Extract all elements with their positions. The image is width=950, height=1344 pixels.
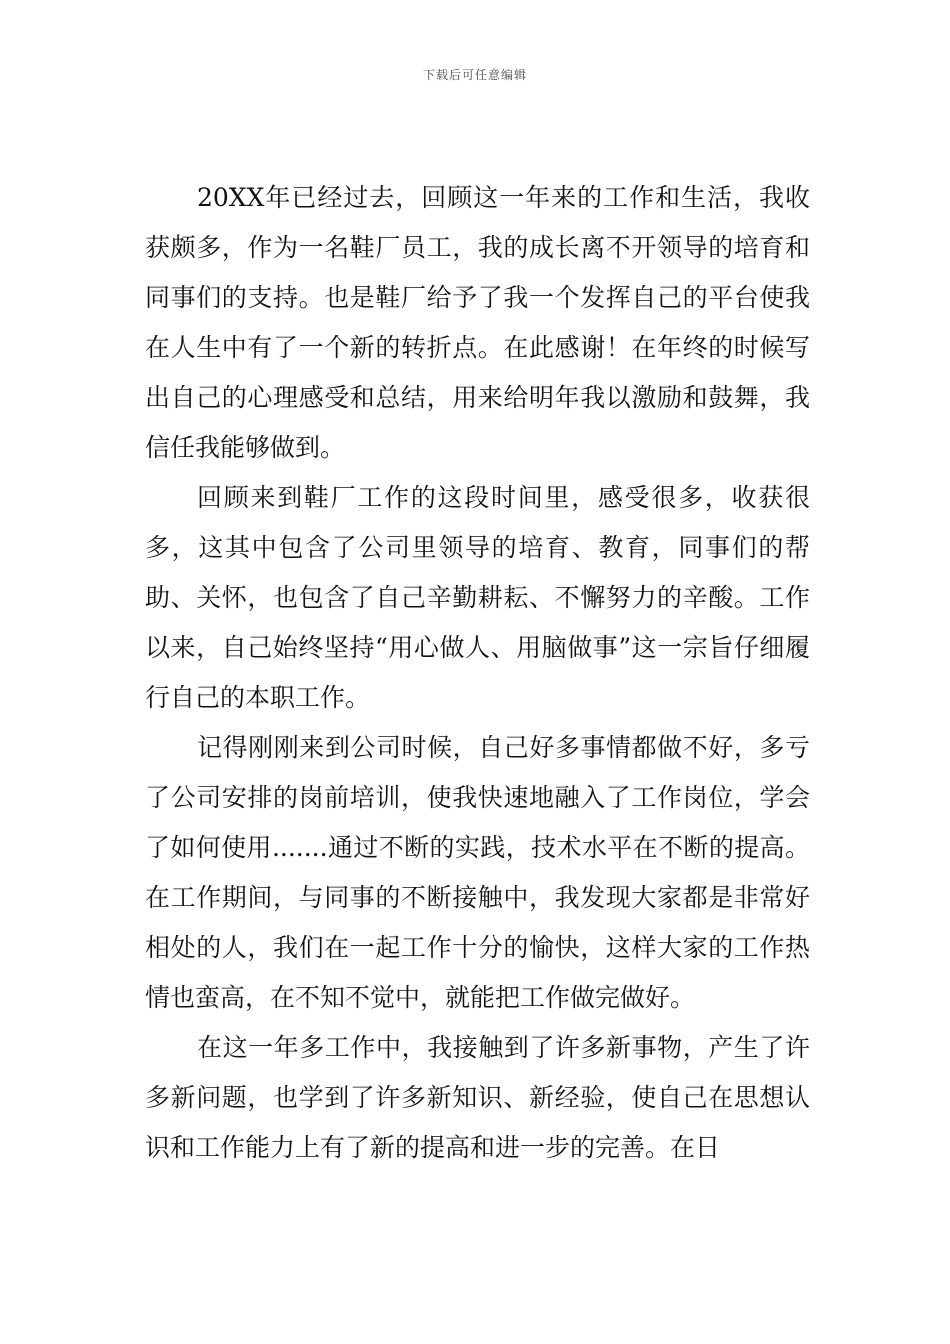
paragraph-1: 20XX年已经过去，回顾这一年来的工作和生活，我收获颇多，作为一名鞋厂员工，我的成长离不开领导的培育和同事们的支持。也是鞋厂给予了我一个发挥自己的平台使我在人生中有了一个新的转折点。在此感谢！在年终的时候写出自己的心理感受和总结，用来给明年我以激励和鼓舞，我信任我能够做到。	[145, 183, 810, 462]
document-body	[145, 173, 810, 1173]
paragraph-2: 回顾来到鞋厂工作的这段时间里，感受很多，收获很多，这其中包含了公司里领导的培育、教育，同事们的帮助、关怀，也包含了自己辛勤耕耘、不懈努力的辛酸。工作以来，自己始终坚持“用心做人、用脑做事”这一宗旨仔细履行自己的本职工作。	[145, 483, 810, 712]
header-note: 下载后可任意编辑	[422, 68, 527, 82]
paragraph-4: 在这一年多工作中，我接触到了许多新事物，产生了许多新问题，也学到了许多新知识、新经验，使自己在思想认识和工作能力上有了新的提高和进一步的完善。在日	[145, 1033, 810, 1162]
paragraph-3: 记得刚刚来到公司时候，自己好多事情都做不好，多亏了公司安排的岗前培训，使我快速地融入了工作岗位，学会了如何使用.......通过不断的实践，技术水平在不断的提高。在工作期间，与同事的不断接触中，我发现大家都是非常好相处的人，我们在一起工作十分的愉快，这样大家的工作热情也蛮高，在不知不觉中，就能把工作做完做好。	[145, 733, 810, 1012]
